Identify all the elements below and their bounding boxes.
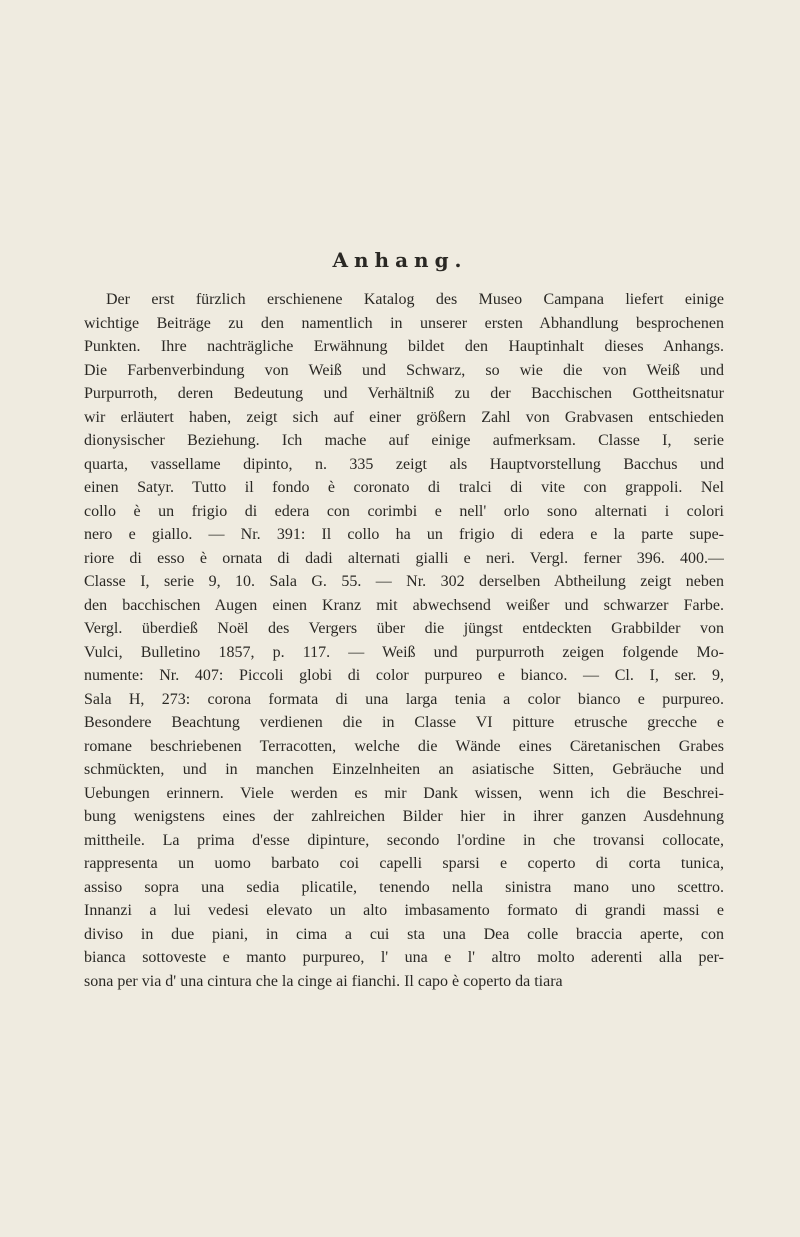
text-line: Purpurroth, deren Bedeutung und Verhältniß zu der Bacchischen Gottheitsnatur [84,385,724,402]
text-line: assiso sopra una sedia plicatile, tenendo nella sinistra mano uno scettro. [84,878,724,896]
text-line: numente: Nr. 407: Piccoli globi di color purpureo e bianco. — Cl. I, ser. 9, [84,667,724,684]
text-line: Punkten. Ihre nachträgliche Erwähnung bildet den Hauptinhalt dieses Anhangs. [84,338,724,355]
text-line: collo è un frigio di edera con corimbi e nell' orlo sono alternati i colori [84,502,724,520]
body-text [84,288,724,993]
text-line: romane beschriebenen Terracotten, welche die Wände eines Cäretanischen Grabes [84,737,724,755]
text-line: Vulci, Bulletino 1857, p. 117. — Weiß und purpurroth zeigen folgende Mo- [84,643,724,661]
text-line: rappresenta un uomo barbato coi capelli sparsi e coperto di corta tunica, [84,855,724,872]
text-line: bianca sottoveste e manto purpureo, l' una e l' altro molto aderenti alla per- [84,949,724,966]
text-line: wir erläutert haben, zeigt sich auf einer größern Zahl von Grabvasen entschieden [84,408,724,426]
text-line: Vergl. überdieß Noël des Vergers über die jüngst entdeckten Grabbilder von [84,620,724,637]
text-line: quarta, vassellame dipinto, n. 335 zeigt als Hauptvorstellung Bacchus und [84,455,724,473]
section-heading: Anhang. [332,248,468,272]
text-line: mittheile. La prima d'esse dipinture, secondo l'ordine in che trovansi collocate, [84,831,724,849]
text-line: nero e giallo. — Nr. 391: Il collo ha un frigio di edera e la parte supe- [84,526,724,543]
text-line: Uebungen erinnern. Viele werden es mir Dank wissen, wenn ich die Beschrei- [84,784,724,802]
text-line: wichtige Beiträge zu den namentlich in unserer ersten Abhandlung besprochenen [84,314,724,332]
text-line: Innanzi a lui vedesi elevato un alto imbasamento formato di grandi massi e [84,902,724,919]
text-line: Die Farbenverbindung von Weiß und Schwarz, so wie die von Weiß und [84,361,724,379]
text-line: den bacchischen Augen einen Kranz mit abwechsend weißer und schwarzer Farbe. [84,596,724,614]
text-line: Der erst fürzlich erschienene Katalog des Museo Campana liefert einige [106,291,724,308]
text-line: Classe I, serie 9, 10. Sala G. 55. — Nr. 302 derselben Abtheilung zeigt neben [84,573,724,590]
text-line: Sala H, 273: corona formata di una larga tenia a color bianco e purpureo. [84,690,724,708]
text-line: bung wenigstens eines der zahlreichen Bilder hier in ihrer ganzen Ausdehnung [84,808,724,825]
text-line: riore di esso è ornata di dadi alternati gialli e neri. Vergl. ferner 396. 400.— [84,549,724,567]
text-line: einen Satyr. Tutto il fondo è coronato di tralci di vite con grappoli. Nel [84,479,724,496]
text-line: sona per via d' una cintura che la cinge ai fianchi. Il capo è coperto da tiara [84,972,563,990]
text-line: Besondere Beachtung verdienen die in Classe VI pitture etrusche grecche e [84,714,724,731]
text-line: diviso in due piani, in cima a cui sta una Dea colle braccia aperte, con [84,925,724,943]
text-line: schmückten, und in manchen Einzelnheiten an asiatische Sitten, Gebräuche und [84,761,724,778]
text-line: dionysischer Beziehung. Ich mache auf einige aufmerksam. Classe I, serie [84,432,724,449]
